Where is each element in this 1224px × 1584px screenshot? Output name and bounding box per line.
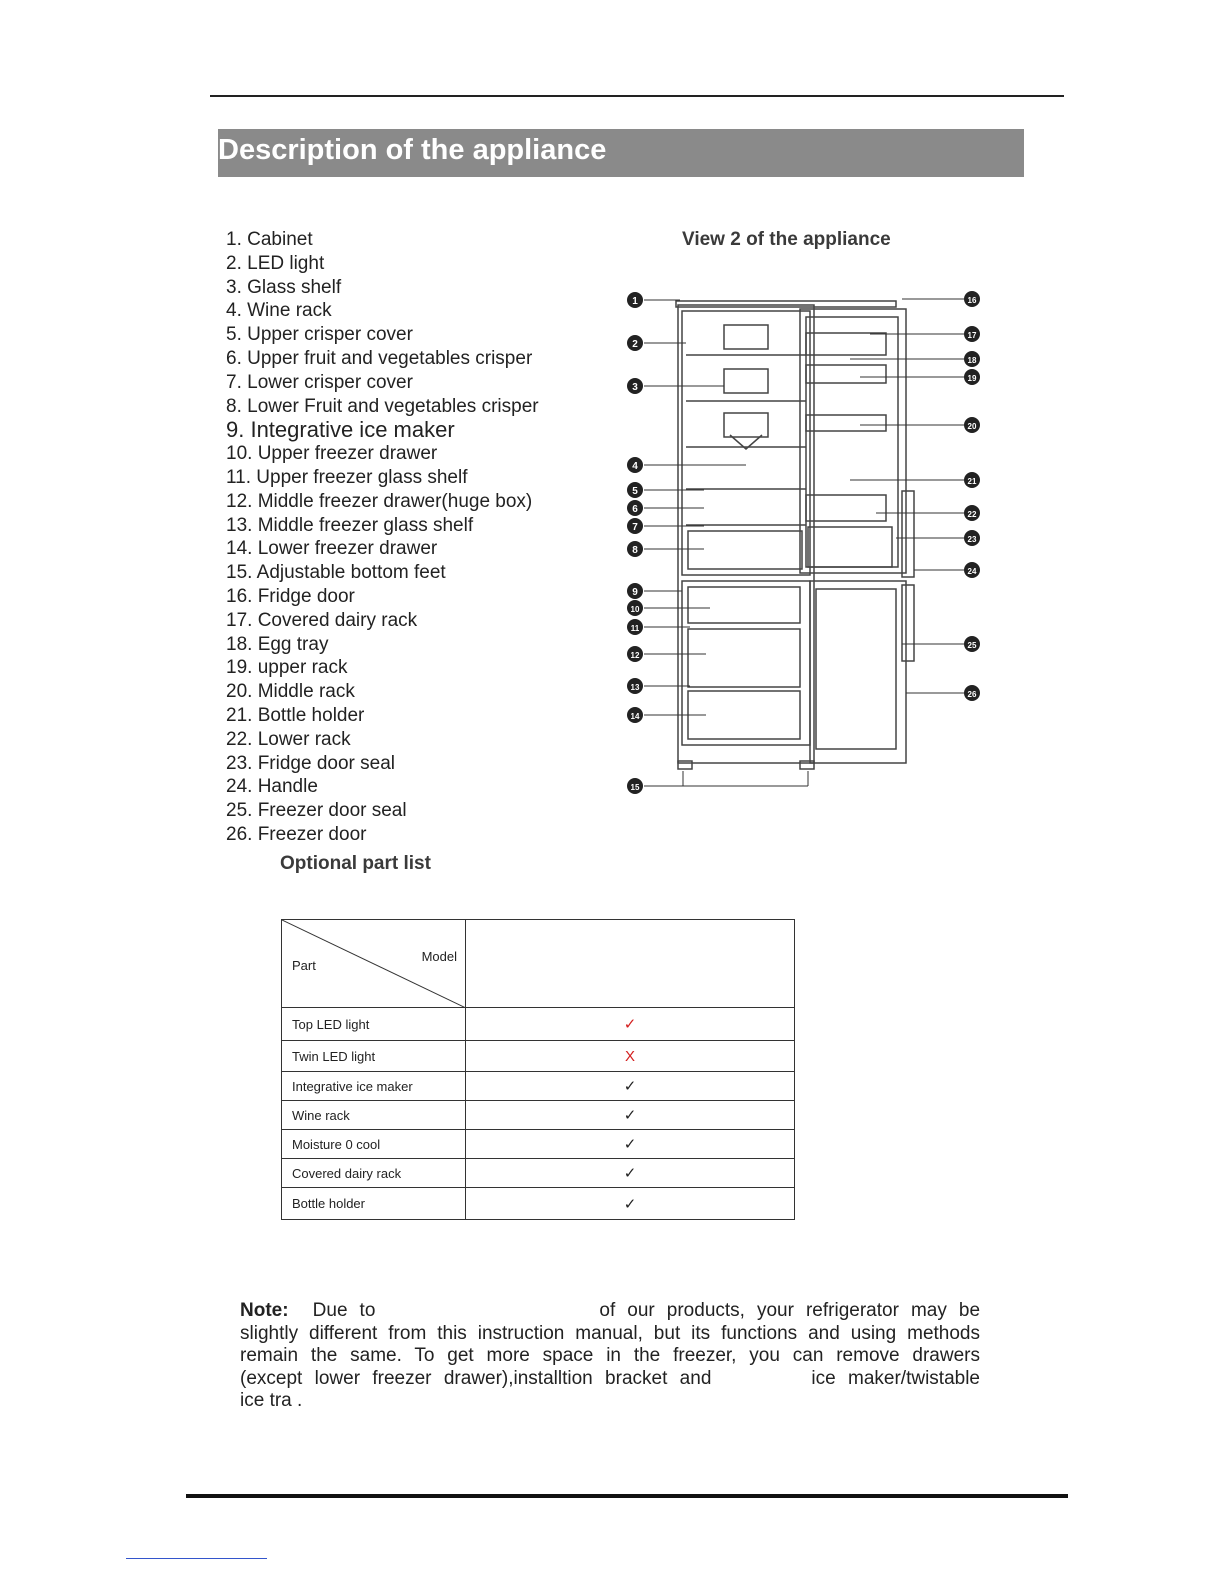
callout-label: 2 [632,339,638,350]
part-item: 21. Bottle holder [226,704,365,726]
part-item: 14. Lower freezer drawer [226,538,438,560]
availability-mark: X [466,1041,795,1072]
table-header-corner [282,920,466,1008]
top-rule [210,95,1064,97]
optional-parts-table [281,919,795,1220]
callout-label: 7 [632,522,638,533]
callout-label: 10 [630,605,640,614]
part-name: Top LED light [282,1008,466,1041]
part-item: 3. Glass shelf [226,276,342,298]
part-item: 2. LED light [226,252,325,274]
callout-label: 19 [967,374,977,383]
availability-mark: ✓ [466,1188,795,1220]
callout-label: 14 [630,712,640,721]
optional-parts-title: Optional part list [280,853,431,874]
part-name: Wine rack [282,1101,466,1130]
callout-label: 12 [630,651,640,660]
part-item: 20. Middle rack [226,681,355,703]
bottom-rule [186,1494,1068,1498]
table-row [282,1072,795,1101]
callout-markers [627,291,980,794]
availability-mark: ✓ [466,1008,795,1041]
availability-mark: ✓ [466,1159,795,1188]
table-row [282,1188,795,1220]
section-title: Description of the appliance [218,134,607,166]
callout-label: 3 [632,382,638,393]
part-name: Integrative ice maker [282,1072,466,1101]
header-part-label: Part [292,958,316,973]
table-row [282,1101,795,1130]
note-line-5: ice tra . [240,1390,303,1412]
part-name: Bottle holder [282,1188,466,1220]
note-line-3: remain the same. To get more space in the freezer, you can remove drawers [240,1345,980,1367]
table-row [282,1159,795,1188]
part-item: 16. Fridge door [226,585,355,607]
part-item: 23. Fridge door seal [226,752,395,774]
note-line-1 [240,1300,980,1323]
fridge-diagram [620,285,990,805]
part-item: 26. Freezer door [226,823,367,845]
callout-label: 15 [630,783,640,792]
callout-label: 18 [967,356,977,365]
callout-label: 6 [632,504,638,515]
part-item: 25. Freezer door seal [226,800,407,822]
part-item: 12. Middle freezer drawer(huge box) [226,490,533,512]
part-item: 6. Upper fruit and vegetables crisper [226,347,533,369]
callout-label: 16 [967,296,977,305]
callout-label: 20 [967,422,977,431]
part-item: 17. Covered dairy rack [226,609,418,631]
note-line-2: slightly different from this instruction manual, but its functions and using methods [240,1322,980,1344]
part-item: 19. upper rack [226,657,348,679]
callout-label: 21 [967,477,977,486]
part-item: 7. Lower crisper cover [226,371,413,393]
table-header-model-cell [466,920,795,1008]
part-item: 1. Cabinet [226,229,313,250]
note-paragraph [240,1300,980,1413]
callout-label: 4 [632,461,638,472]
note-line-4 [240,1368,980,1391]
table-row [282,1008,795,1041]
callout-label: 23 [967,535,977,544]
callout-label: 8 [632,545,638,556]
part-item: 15. Adjustable bottom feet [226,562,446,584]
callout-label: 25 [967,641,977,650]
callout-label: 24 [967,567,977,576]
callout-label: 17 [967,331,977,340]
note-line-1-start: Due to [312,1300,376,1321]
availability-mark: ✓ [466,1072,795,1101]
table-row [282,1041,795,1072]
callout-label: 13 [630,683,640,692]
part-name: Covered dairy rack [282,1159,466,1188]
part-item: 10. Upper freezer drawer [226,443,438,465]
part-item: 24. Handle [226,776,318,798]
parts-list [226,228,606,847]
note-line-4-end: ice maker/twistable [811,1367,980,1389]
header-model-label: Model [421,949,457,964]
callout-label: 26 [967,690,977,699]
part-name: Twin LED light [282,1041,466,1072]
callout-label: 11 [630,624,640,633]
section-title-bar [218,129,1024,177]
part-item: 4. Wine rack [226,300,332,322]
note-label: Note: [240,1300,289,1321]
part-item: 11. Upper freezer glass shelf [226,466,468,488]
callout-label: 9 [632,587,638,598]
part-item: 22. Lower rack [226,728,351,750]
availability-mark: ✓ [466,1130,795,1159]
part-item: 5. Upper crisper cover [226,324,413,346]
footer-link-underline [126,1558,267,1559]
table-row [282,1130,795,1159]
callout-label: 22 [967,510,977,519]
callout-label: 1 [632,296,638,307]
part-item: 13. Middle freezer glass shelf [226,514,474,536]
part-item: 9. Integrative ice maker [226,417,455,443]
part-name: Moisture 0 cool [282,1130,466,1159]
callout-label: 5 [632,486,638,497]
note-line-4-start: (except lower freezer drawer),installtion bracket and [240,1367,712,1389]
availability-mark: ✓ [466,1101,795,1130]
part-item: 8. Lower Fruit and vegetables crisper [226,395,539,417]
part-item: 18. Egg tray [226,633,329,655]
view-title: View 2 of the appliance [682,229,891,250]
note-line-1-end: of our products, your refrigerator may be [599,1300,981,1321]
